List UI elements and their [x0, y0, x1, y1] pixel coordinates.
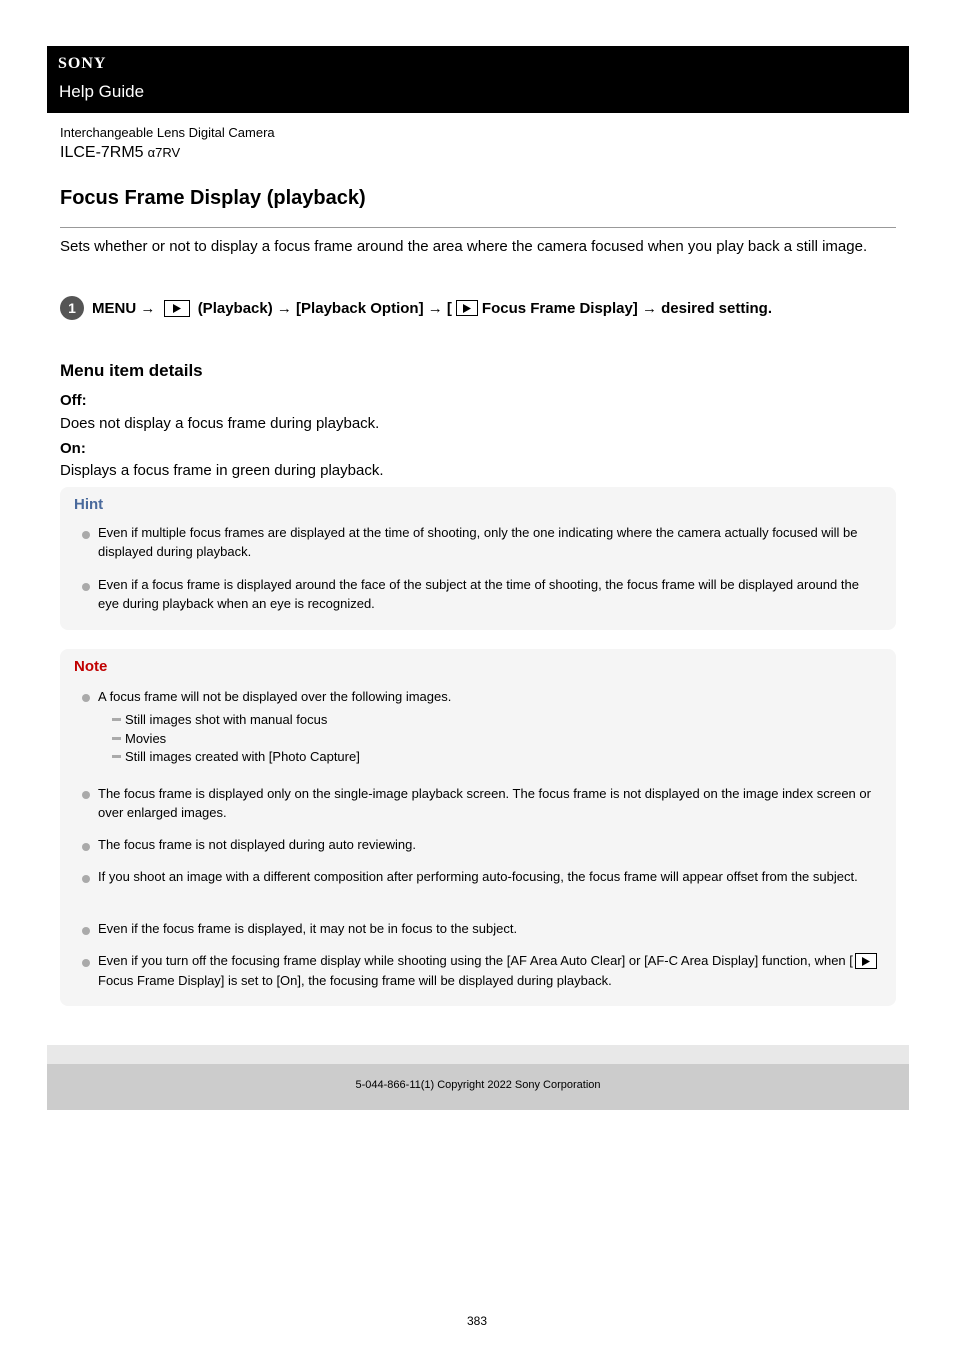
hint-title: Hint	[74, 496, 104, 513]
dash-icon	[112, 755, 121, 758]
note-item: A focus frame will not be displayed over the following images.	[98, 689, 452, 704]
bullet-icon	[82, 583, 90, 591]
copyright-text: 5-044-866-11(1) Copyright 2022 Sony Corporation	[355, 1079, 601, 1091]
bullet-icon	[82, 531, 90, 539]
page-title: Focus Frame Display (playback)	[60, 187, 366, 209]
step-text-part2: (Playback) → [Playback Option] → [	[197, 300, 452, 317]
option-on-term: On:	[60, 440, 86, 457]
note-item: The focus frame is not displayed during auto reviewing.	[98, 837, 416, 852]
bullet-icon	[82, 875, 90, 883]
model-name	[60, 144, 180, 162]
dash-icon	[112, 737, 121, 740]
note-item: The focus frame is displayed only on the single-image playback screen. The focus frame is not displayed on the image index screen or over enlarged images.	[98, 786, 871, 820]
title-divider	[60, 227, 896, 228]
option-off-desc: Does not display a focus frame during playback.	[60, 415, 380, 432]
playback-icon	[855, 953, 877, 969]
page-header	[47, 46, 909, 113]
playback-icon	[456, 300, 478, 316]
page-number: 383	[466, 1314, 488, 1328]
bullet-icon	[82, 791, 90, 799]
model-alias: α7RV	[147, 145, 181, 160]
bullet-icon	[82, 959, 90, 967]
note-title: Note	[74, 658, 108, 675]
hint-item: Even if multiple focus frames are displayed at the time of shooting, only the one indicating where the camera actually focused will be displayed during playback.	[98, 525, 858, 559]
note-item: Even if you turn off the focusing frame display while shooting using the [AF Area Auto Clear] or [AF-C Area Display] function, when [ Focus Frame Display] is set to [On], the focusing frame will be displayed during playback.	[98, 951, 883, 991]
bullet-icon	[82, 927, 90, 935]
dash-icon	[112, 718, 121, 721]
bullet-icon	[82, 843, 90, 851]
menu-item-details-heading: Menu item details	[60, 361, 203, 380]
note-box	[60, 649, 896, 1006]
note-subitem: Still images created with [Photo Capture]	[112, 748, 360, 766]
sony-logo: SONY	[58, 55, 107, 72]
playback-icon	[164, 300, 190, 317]
step-text-part3: Focus Frame Display] → desired setting.	[481, 300, 772, 317]
step-number-badge: 1	[60, 296, 84, 320]
hint-box	[60, 487, 896, 630]
model-number: ILCE-7RM5	[60, 144, 144, 161]
option-off-term: Off:	[60, 392, 87, 409]
option-on-desc: Displays a focus frame in green during playback.	[60, 462, 384, 479]
hint-item: Even if a focus frame is displayed around the face of the subject at the time of shooting, the focus frame will be displayed around the eye during playback when an eye is recognized.	[98, 577, 859, 611]
page-footer	[47, 1064, 909, 1110]
note-item: Even if the focus frame is displayed, it may not be in focus to the subject.	[98, 921, 518, 936]
intro-text: Sets whether or not to display a focus frame around the area where the camera focused when you play back a still image.	[60, 238, 868, 255]
step-text-part1: MENU →	[92, 300, 156, 317]
bullet-icon	[82, 694, 90, 702]
note-item: If you shoot an image with a different composition after performing auto-focusing, the focus frame will appear offset from the subject.	[98, 869, 858, 884]
step-1	[60, 298, 920, 320]
product-category: Interchangeable Lens Digital Camera	[60, 125, 275, 140]
footer-top-band	[47, 1045, 909, 1064]
note-subitem: Still images shot with manual focus	[112, 711, 327, 729]
note-subitem: Movies	[112, 730, 166, 748]
help-guide-label[interactable]: Help Guide	[59, 82, 145, 101]
